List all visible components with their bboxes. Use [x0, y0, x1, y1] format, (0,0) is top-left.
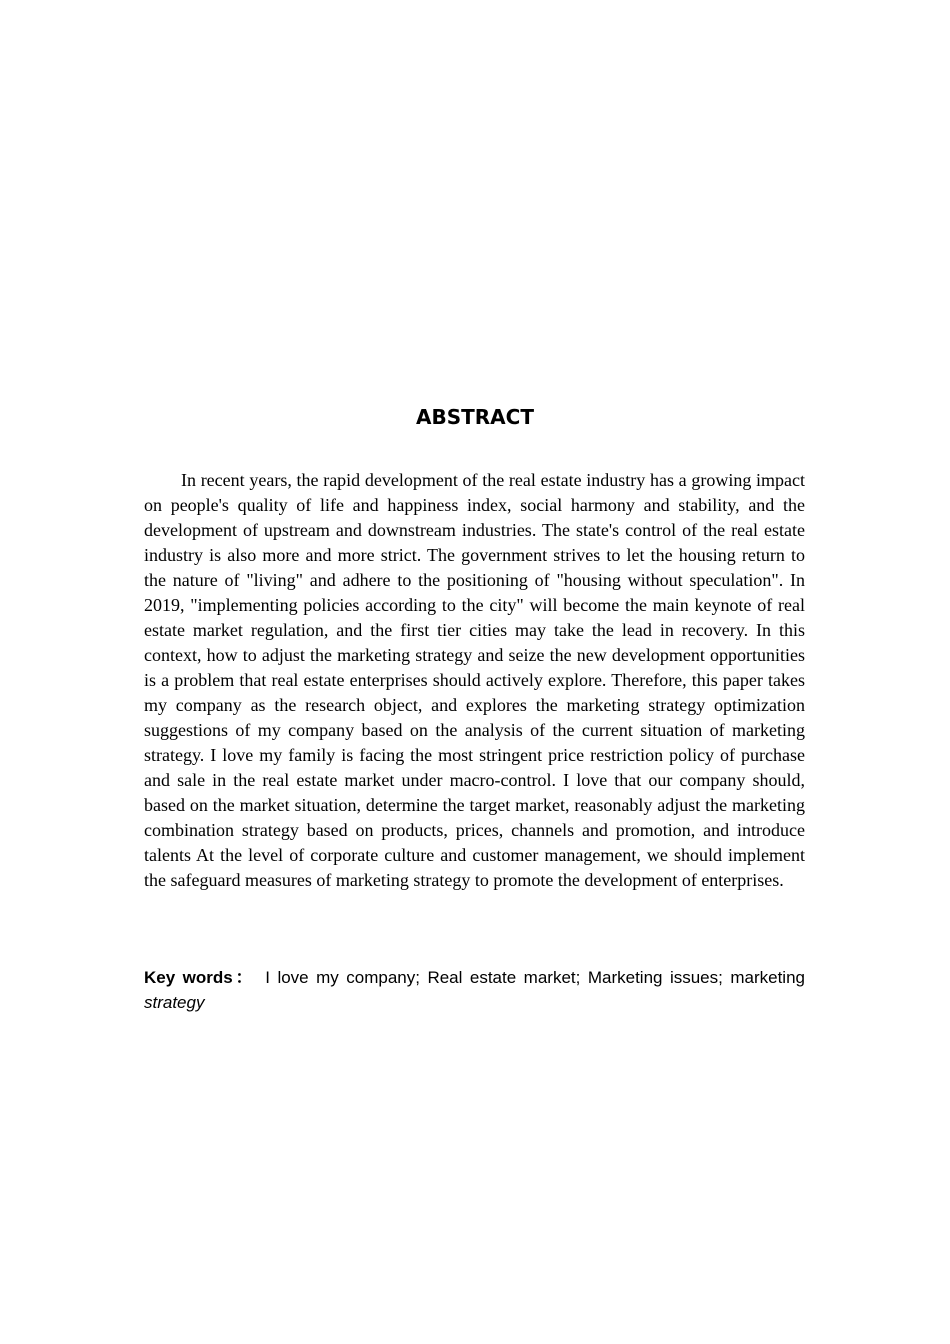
keywords-text: I love my company; Real estate market; Marketing issues; marketing — [265, 968, 805, 987]
keywords-label: Key words： — [144, 968, 256, 987]
keywords-line — [144, 965, 805, 1015]
abstract-title: ABSTRACT — [416, 405, 534, 429]
abstract-body: In recent years, the rapid development of the real estate industry has a growing impact on people's quality of life and happiness index, social harmony and stability, and the development of upstream and downstream industries. The state's control of the real estate industry is also more and more strict. The government strives to let the housing return to the nature of "living" and adhere to the positioning of "housing without speculation". In 2019, "implementing policies according to the city" will become the main keynote of real estate market regulation, and the first tier cities may take the lead in recovery. In this context, how to adjust the marketing strategy and seize the new development opportunities is a problem that real estate enterprises should actively explore. Therefore, this paper takes my company as the research object, and explores the marketing strategy optimization suggestions of my company based on the analysis of the current situation of marketing strategy. I love my family is facing the most stringent price restriction policy of purchase and sale in the real estate market under macro-control. I love that our company should, based on the market situation, determine the target market, reasonably adjust the marketing combination strategy based on products, prices, channels and promotion, and introduce talents At the level of corporate culture and customer management, we should implement the safeguard measures of marketing strategy to promote the development of enterprises. — [144, 470, 805, 890]
keywords-italic: strategy — [144, 993, 205, 1012]
